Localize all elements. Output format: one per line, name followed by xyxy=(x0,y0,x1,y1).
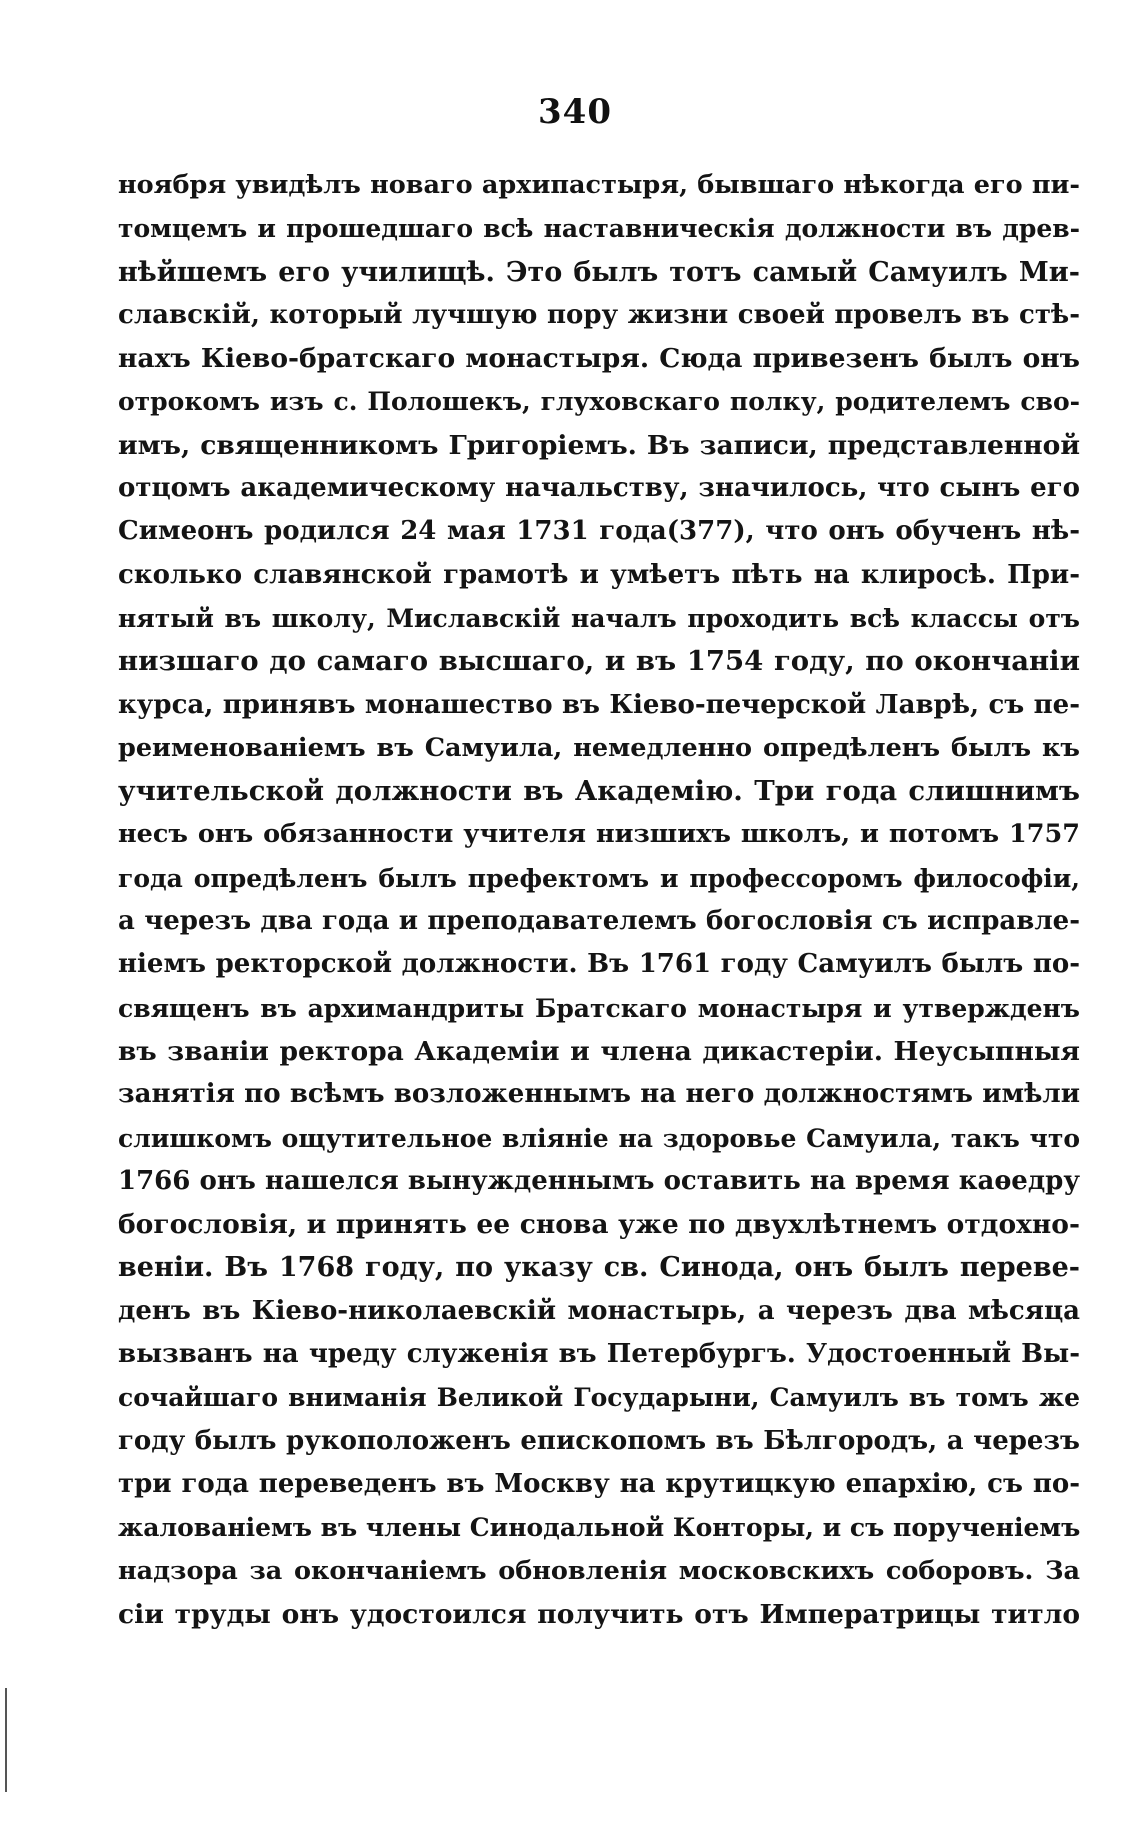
text-line: отцомъ академическому начальству, значилось, что сынъ его xyxy=(118,473,1080,504)
text-line: славскій, который лучшую пору жизни своей провелъ въ стѣ- xyxy=(118,299,1080,330)
text-line: надзора за окончаніемъ обновленія московскихъ соборовъ. За xyxy=(118,1555,1080,1586)
text-line: томцемъ и прошедшаго всѣ наставническія должности въ древ- xyxy=(118,214,1080,244)
text-line: низшаго до самаго высшаго, и въ 1754 году, по окончаніи xyxy=(118,645,1080,678)
text-line: году былъ рукоположенъ епископомъ въ Бѣлгородъ, а черезъ xyxy=(118,1425,1080,1456)
text-line: въ званіи ректора Академіи и члена дикастеріи. Неусыпныя xyxy=(118,1035,1080,1067)
text-line: денъ въ Кіево-николаевскій монастырь, а черезъ два мѣсяца xyxy=(118,1295,1080,1326)
text-line: сколько славянской грамотѣ и умѣетъ пѣть на клиросѣ. При- xyxy=(118,559,1080,590)
text-line: священъ въ архимандриты Братскаго монастыря и утвержденъ xyxy=(118,993,1080,1023)
text-line: курса, принявъ монашество въ Кіево-печерской Лаврѣ, съ пе- xyxy=(118,689,1080,720)
text-line: года опредѣленъ былъ префектомъ и профессоромъ философіи, xyxy=(118,863,1080,893)
text-line: ніемъ ректорской должности. Въ 1761 году Самуилъ былъ по- xyxy=(118,949,1080,980)
text-line: нѣйшемъ его училищѣ. Это былъ тотъ самый Самуилъ Ми- xyxy=(118,256,1080,288)
text-line: сочайшаго вниманія Великой Государыни, Самуилъ въ томъ же xyxy=(118,1383,1080,1413)
text-line: отрокомъ изъ с. Полошекъ, глуховскаго полку, родителемъ сво- xyxy=(118,387,1080,417)
text-line: несъ онъ обязанности учителя низшихъ школъ, и потомъ 1757 xyxy=(118,819,1080,850)
text-line: занятія по всѣмъ возложеннымъ на него должностямъ имѣли xyxy=(118,1079,1080,1110)
text-line: Симеонъ родился 24 мая 1731 года(377), что онъ обученъ нѣ- xyxy=(118,516,1080,547)
text-line: реименованіемъ въ Самуила, немедленно опредѣленъ былъ къ xyxy=(118,732,1080,763)
text-line: имъ, священникомъ Григоріемъ. Въ записи, представленной xyxy=(118,429,1080,461)
text-line: нятый въ школу, Миславскій началъ проходить всѣ классы отъ xyxy=(118,603,1080,633)
margin-rule xyxy=(5,1688,7,1792)
text-line: вызванъ на чреду служенія въ Петербургъ. Удостоенный Вы- xyxy=(118,1339,1080,1370)
text-line: нахъ Кіево-братскаго монастыря. Сюда привезенъ былъ онъ xyxy=(118,343,1080,375)
text-line: ноября увидѣлъ новаго архипастыря, бывшаго нѣкогда его пи- xyxy=(118,170,1080,200)
text-line: сіи труды онъ удостоился получить отъ Императрицы титло xyxy=(118,1598,1080,1630)
text-line: учительской должности въ Академію. Три года слишнимъ xyxy=(118,775,1080,808)
text-line: жалованіемъ въ члены Синодальной Конторы, и съ порученіемъ xyxy=(118,1513,1080,1543)
text-line: 1766 онъ нашелся вынужденнымъ оставить на время каѳедру xyxy=(118,1165,1080,1196)
body-text xyxy=(118,164,1080,1636)
text-line: три года переведенъ въ Москву на крутицкую епархію, съ по- xyxy=(118,1468,1080,1499)
text-line: а черезъ два года и преподавателемъ богословія съ исправле- xyxy=(118,906,1080,937)
page-number: 340 xyxy=(538,92,612,132)
text-line: веніи. Въ 1768 году, по указу св. Синода, онъ былъ переве- xyxy=(118,1252,1080,1284)
text-line: слишкомъ ощутительное вліяніе на здоровье Самуила, такъ что xyxy=(118,1123,1080,1153)
text-line: богословія, и принять ее снова уже по двухлѣтнемъ отдохно- xyxy=(118,1209,1080,1241)
